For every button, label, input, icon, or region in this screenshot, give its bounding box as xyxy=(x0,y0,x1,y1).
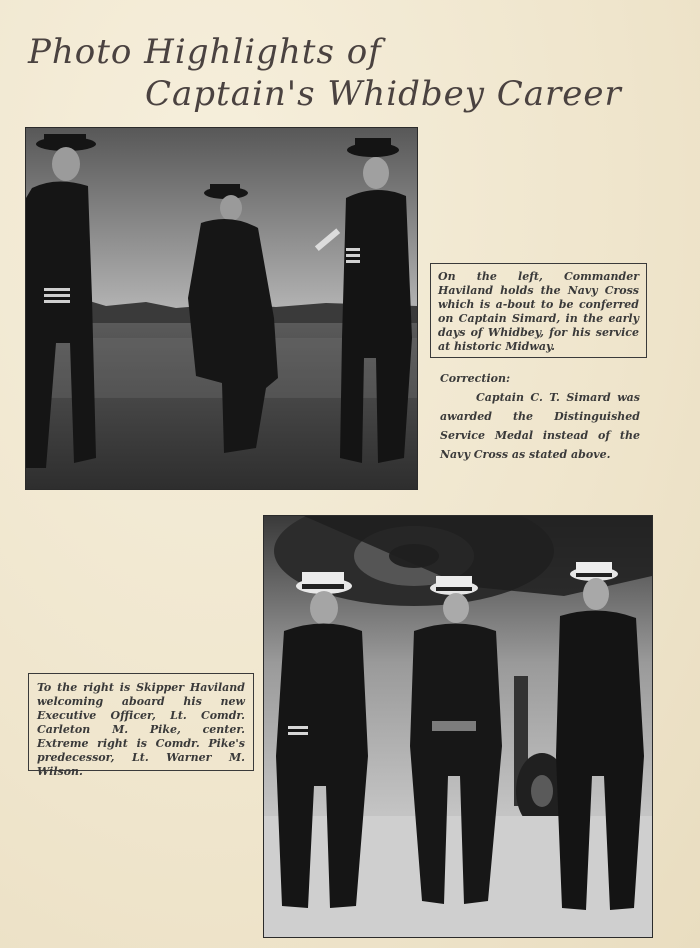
welcome-aboard-photo xyxy=(263,515,653,938)
ceremony-photo-image xyxy=(26,128,417,489)
correction-heading: Correction: xyxy=(440,372,511,385)
top-photo-caption-text: On the left, Commander Haviland holds the Navy Cross which is a-bout to be conferred on Captain Simard, in the early days of Whidbey, for his service at historic Midway. xyxy=(438,270,639,353)
bottom-photo-caption-text: To the right is Skipper Haviland welcoming aboard his new Executive Officer, Lt. Comdr. Carleton M. Pike, center. Extreme right is Comdr. Pike's predecessor, Lt. Warner M. Wilson. xyxy=(37,681,245,778)
welcome-aboard-photo-image xyxy=(264,516,652,937)
top-photo-caption xyxy=(430,263,647,358)
page-title-line-1: Photo Highlights of xyxy=(28,32,382,72)
page-title-line-2: Captain's Whidbey Career xyxy=(145,74,622,114)
ceremony-photo xyxy=(25,127,418,490)
bottom-photo-caption xyxy=(28,673,254,778)
correction-note xyxy=(440,369,640,464)
correction-text: Captain C. T. Simard was awarded the Distinguished Service Medal instead of the Navy Cross as stated above. xyxy=(440,391,640,461)
